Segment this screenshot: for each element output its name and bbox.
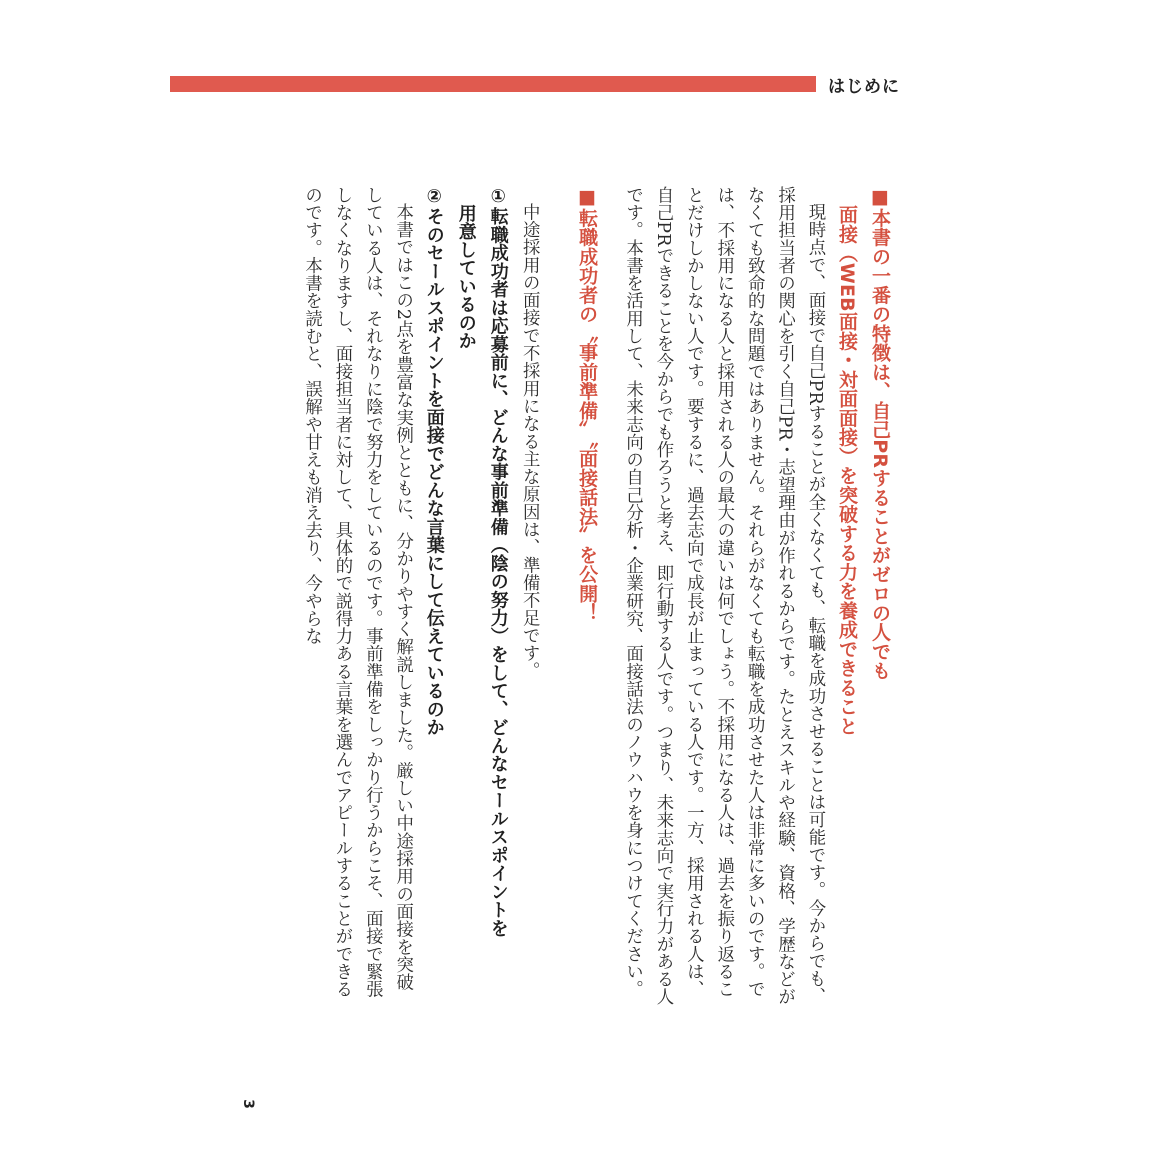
list-item-2: ②そのセールスポイントを面接でどんな言葉にして伝えているのか [423, 186, 445, 737]
list-item-1-line1: ①転職成功者は応募前に、どんな事前準備（陰の努力）をして、どんなセールスポイントを [487, 186, 509, 938]
page-number: 3 [239, 1099, 256, 1109]
section-label: はじめに [828, 77, 900, 97]
heading-success-secrets: ■転職成功者の〝事前準備〟〝面接話法〟を公開！ [576, 186, 599, 623]
paragraph-cause: 中途採用の面接で不採用になる主な原因は、準備不足です。 [519, 203, 540, 680]
vertical-text-body [236, 186, 896, 1006]
heading-feature-line2: 面接（WEB面接・対面面接）を突破する力を養成できること [836, 205, 858, 736]
list-item-1-line2: 用意しているのか [455, 204, 477, 350]
heading-feature-line1: ■本書の一番の特徴は、自己PRすることがゼロの人でも [869, 186, 891, 681]
header-accent-bar [170, 76, 816, 92]
paragraph-intro: 現時点で、面接で自己PRすることが全くなくても、転職を成功させることは可能です。今からでも、採用担当者の関心を引く自己PR・志望理由が作れるからです。たとえスキルや経験、資格、学歴などがなくても致命的な問題ではありません。それらがなくても転職を成功させた人は非常に多いのです。では、不採用になる人と採用される人の最大の違いは何でしょう。不採用になる人は、過去を振り返ることだけしかしない人です。要するに、過去志向で成長が止まっている人です。一方、採用される人は、自己PRできることを今からでも作ろうと考え、即行動する人です。つまり、未来志向で実行力がある人です。本書を活用して、未来志向の自己分析・企業研究、面接話法のノウハウを身につけてください。 [622, 186, 825, 1006]
paragraph-explanation: 本書ではこの2点を豊富な実例とともに、分かりやすく解説しました。厳しい中途採用の面接を突破している人は、それなりに陰で努力をしているのです。事前準備をしっかり行うからこそ、面接で緊張しなくなりますし、面接担当者に対して、具体的で説得力ある言葉を選んでアピールすることができるのです。本書を読むと、誤解や甘えも消え去り、今やらな [301, 186, 413, 998]
